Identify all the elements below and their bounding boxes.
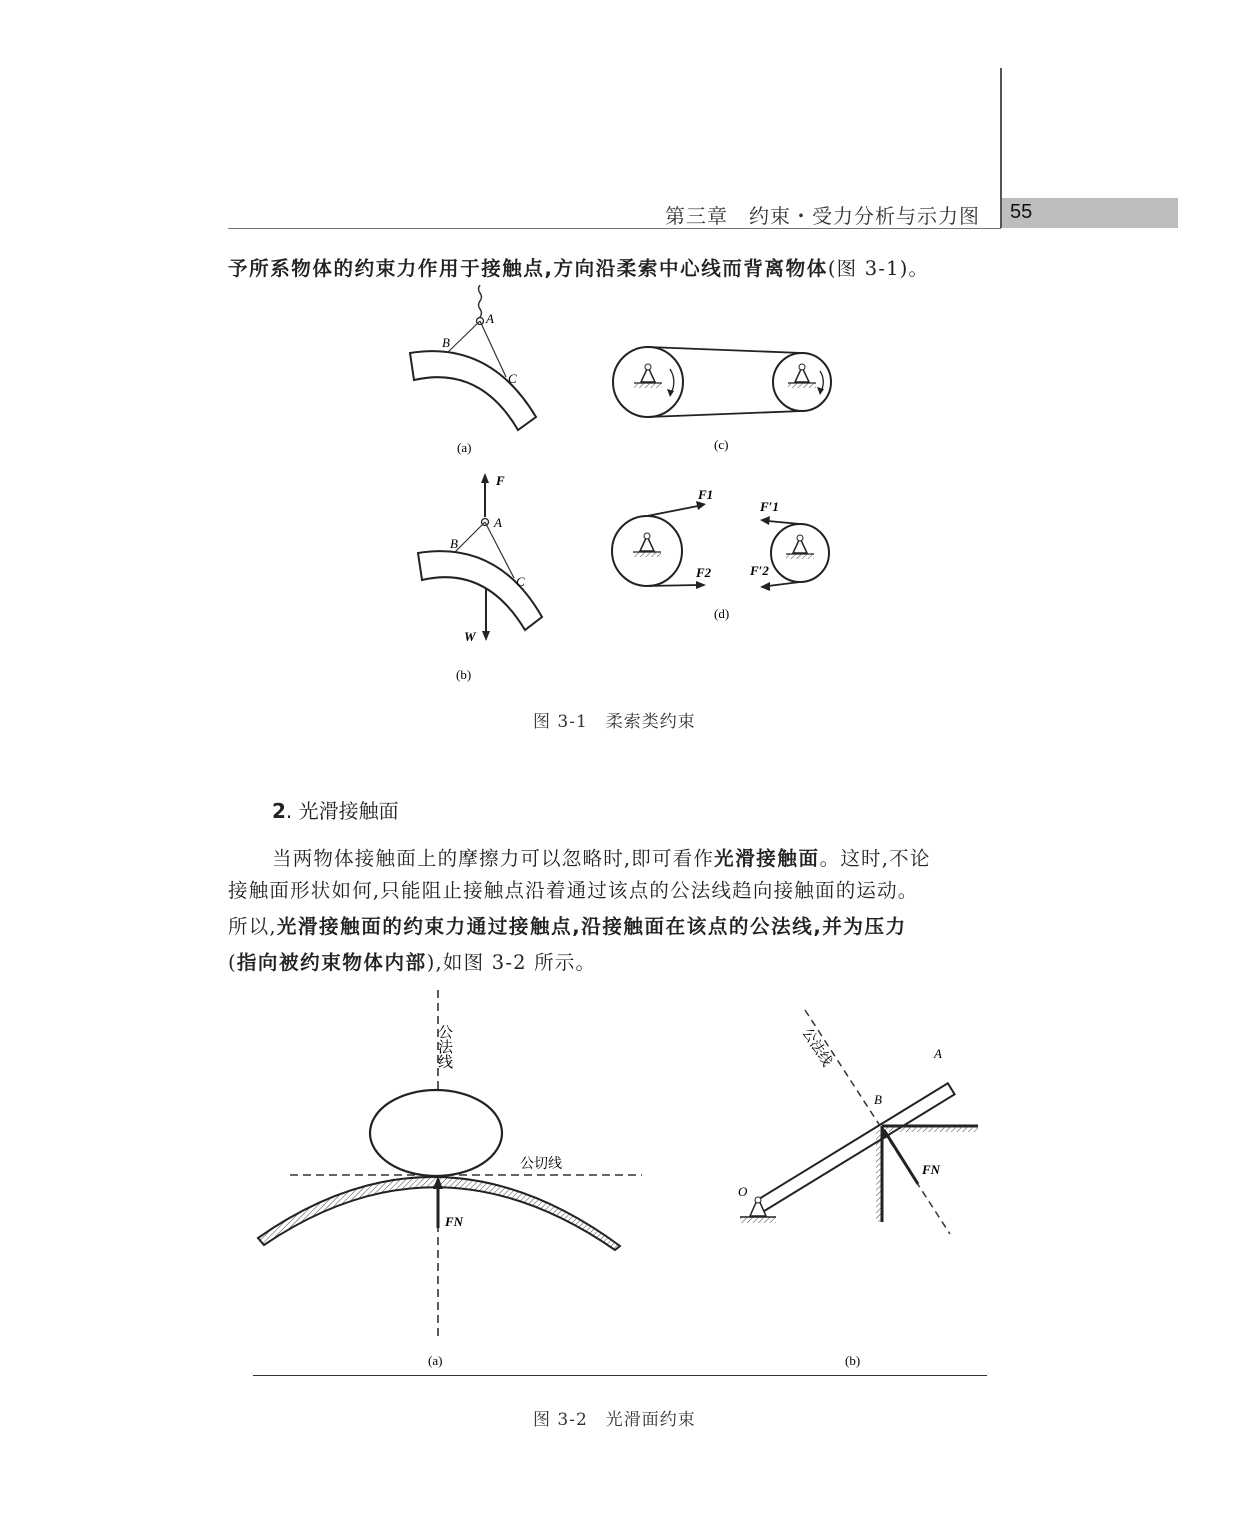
fig1b-force-F: F [496, 473, 505, 488]
fig1d-force-F2-prime: F′2 [750, 563, 769, 578]
body-line-1 [228, 843, 1018, 875]
fig2a-tangent-label: 公切线 [520, 1157, 562, 1172]
fig2b-force-FN: FN [922, 1162, 941, 1177]
fig2b-normal-label: 公法线 [798, 1026, 835, 1070]
section-number: 2 [272, 799, 286, 823]
body-line-3 [228, 911, 1018, 943]
body-line-4-bold: 指向被约束物体内部 [236, 951, 427, 974]
body-line-3-bold: 光滑接触面的约束力通过接触点,沿接触面在该点的公法线,并为压力 [276, 915, 907, 938]
chapter-title: 第三章 约束・受力分析与示力图 [665, 204, 980, 228]
figure-3-1 [380, 285, 860, 695]
section-title: 光滑接触面 [298, 799, 399, 823]
fig1c-label: (c) [714, 437, 729, 452]
fig2-panel-b [738, 1010, 978, 1368]
body-line-3-text: 所以, [228, 915, 277, 938]
page-number: 55 [1010, 201, 1033, 223]
fig1d-force-F2: F2 [696, 565, 712, 580]
fig1a-point-C: C [508, 371, 517, 386]
intro-paragraph [228, 253, 1018, 285]
fig1-panel-b [418, 473, 542, 682]
fig1b-point-A: A [494, 515, 502, 530]
fig1a-label: (a) [457, 440, 472, 455]
fig1b-force-W: W [464, 629, 476, 644]
body-line-1-tail: 。这时,不论 [819, 847, 931, 870]
body-line-1-bold: 光滑接触面 [714, 847, 820, 870]
fig1-panel-a [410, 285, 536, 455]
fig1b-point-B: B [450, 536, 458, 551]
figure-3-2 [250, 990, 990, 1380]
body-line-4-open: ( [228, 951, 237, 974]
figure-bottom-rule [253, 1375, 987, 1376]
fig1b-label: (b) [456, 667, 472, 682]
intro-bold-text: 予所系物体的约束力作用于接触点,方向沿柔索中心线而背离物体 [228, 257, 828, 280]
fig2a-label: (a) [428, 1353, 443, 1368]
body-line-2: 接触面形状如何,只能阻止接触点沿着通过该点的公法线趋向接触面的运动。 [228, 879, 919, 902]
intro-tail-text: (图 3-1)。 [827, 257, 930, 280]
fig2b-point-O: O [738, 1184, 748, 1199]
fig2a-normal-label: 公法线 [436, 1024, 452, 1069]
body-line-1-text: 当两物体接触面上的摩擦力可以忽略时,即可看作 [272, 847, 715, 870]
header-rule [228, 228, 1001, 229]
fig2b-point-A: A [934, 1046, 942, 1061]
fig1-panel-c [613, 347, 831, 452]
fig2b-point-B: B [874, 1092, 882, 1107]
fig1a-point-B: B [442, 335, 450, 350]
figure-3-1-caption: 图 3-1 柔索类约束 [533, 712, 696, 732]
page-number-box [1002, 198, 1178, 228]
fig1a-point-A: A [486, 311, 494, 326]
fig2a-force-FN: FN [445, 1214, 464, 1229]
body-line-4-tail: ),如图 3-2 所示。 [426, 951, 597, 974]
fig2b-label: (b) [845, 1353, 861, 1368]
figure-3-2-caption: 图 3-2 光滑面约束 [533, 1410, 696, 1430]
fig1d-force-F1: F1 [698, 487, 714, 502]
fig1-panel-d [612, 487, 829, 621]
fig2-panel-a [258, 990, 642, 1368]
fig1d-force-F1-prime: F′1 [760, 499, 779, 514]
fig1b-point-C: C [516, 574, 525, 589]
fig1d-label: (d) [714, 606, 730, 621]
body-line-4 [228, 947, 1018, 979]
section-heading: 2. 光滑接触面 [272, 799, 399, 823]
